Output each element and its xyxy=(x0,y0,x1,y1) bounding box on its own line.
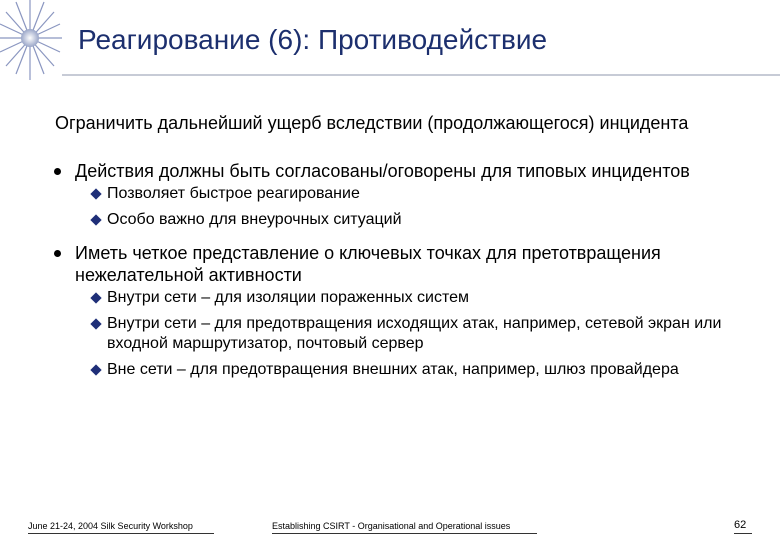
diamond-bullet-icon xyxy=(90,318,101,329)
diamond-bullet-icon xyxy=(90,364,101,375)
diamond-bullet-icon xyxy=(90,292,101,303)
bullet-1-sublist xyxy=(55,184,755,230)
slide-title: Реагирование (6): Противодействие xyxy=(78,24,548,55)
sub-item: Позволяет быстрое реагирование xyxy=(55,184,755,204)
page-number: 62 xyxy=(734,519,747,531)
intro-text: Ограничить дальнейший ущерб вследствии (продолжающегося) инцидента xyxy=(55,113,689,133)
slide-body xyxy=(55,112,755,392)
footer-underline-center xyxy=(272,533,537,534)
starburst-decoration xyxy=(0,0,75,80)
bullet-1 xyxy=(55,160,755,182)
bullet-dot-icon xyxy=(54,250,61,257)
diamond-bullet-icon xyxy=(90,188,101,199)
sub-item: Внутри сети – для изоляции пораженных систем xyxy=(55,288,755,308)
footer-event: June 21-24, 2004 Silk Security Workshop xyxy=(28,521,193,531)
title-underline xyxy=(62,74,780,76)
diamond-bullet-icon xyxy=(90,214,101,225)
footer-underline-left xyxy=(28,533,214,534)
sub-item: Внутри сети – для предотвращения исходящих атак, например, сетевой экран или входной маршрутизатор, почтовый сервер xyxy=(55,314,755,354)
footer-underline-right xyxy=(734,533,752,534)
bullet-2-text: Иметь четкое представление о ключевых точках для претотвращения нежелательной активности xyxy=(75,243,661,285)
sub-item: Вне сети – для предотвращения внешних атак, например, шлюз провайдера xyxy=(55,360,755,380)
bullet-2-sublist xyxy=(55,288,755,380)
sub-item: Особо важно для внеурочных ситуаций xyxy=(55,210,755,230)
bullet-dot-icon xyxy=(54,168,61,175)
footer-topic: Establishing CSIRT - Organisational and Operational issues xyxy=(272,521,511,531)
bullet-1-text: Действия должны быть согласованы/оговорены для типовых инцидентов xyxy=(75,161,690,181)
bullet-2 xyxy=(55,242,755,286)
